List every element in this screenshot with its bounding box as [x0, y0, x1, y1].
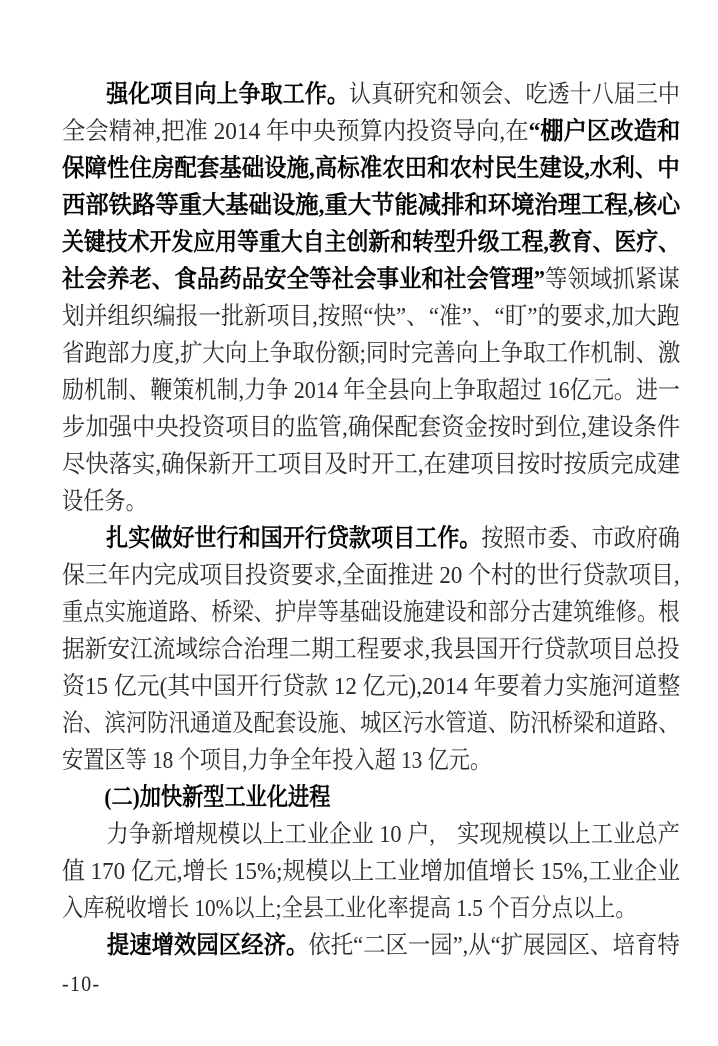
bold-text-segment: 扎实做好世行和国开行贷款项目工作。: [106, 525, 482, 552]
text-line: [62, 483, 147, 520]
text-segment: 划并组织编报一批新项目,按照“快”、“准”、“盯”的要求,加大跑: [62, 303, 680, 330]
text-line: [62, 631, 680, 668]
text-line: [62, 298, 680, 335]
text-row: [62, 446, 680, 483]
text-row: [62, 150, 680, 187]
bold-text-segment: 强化项目向上争取工作。: [106, 81, 349, 108]
bold-text-segment: 西部铁路等重大基础设施,重大节能减排和环境治理工程,核心: [62, 192, 681, 219]
text-row: [62, 76, 680, 113]
text-row: [62, 705, 680, 742]
text-row: [62, 853, 680, 890]
text-segment: 等领域抓紧谋: [544, 266, 680, 293]
text-segment: 按照市委、市政府确: [481, 525, 680, 552]
page-number: -10-: [62, 971, 101, 996]
text-segment: 重点实施道路、桥梁、护岸等基础设施建设和部分古建筑维修。根: [62, 599, 680, 626]
text-line: [62, 890, 637, 927]
text-row: [62, 409, 680, 446]
text-segment: 资15 亿元(其中国开行贷款 12 亿元),2014 年要着力实施河道整: [62, 673, 681, 700]
text-segment: 据新安江流域综合治理二期工程要求,我县国开行贷款项目总投: [62, 636, 680, 663]
text-segment: 治、滨河防汛通道及配套设施、城区污水管道、防汛桥梁和道路、: [62, 710, 680, 737]
text-segment: 依托“二区一园”,从“扩展园区、培育特: [308, 932, 680, 959]
text-segment: 步加强中央投资项目的监管,确保配套资金按时到位,建设条件: [62, 414, 681, 441]
bold-text-segment: “棚户区改造和: [528, 118, 681, 145]
text-line: [62, 594, 680, 631]
text-line: [62, 113, 680, 150]
bold-text-segment: 关键技术开发应用等重大自主创新和转型升级工程,教育、医疗、: [62, 229, 681, 256]
text-row: [62, 483, 680, 520]
text-segment: 尽快落实,确保新开工项目及时开工,在建项目按时按质完成建: [62, 451, 681, 478]
text-row: [62, 298, 680, 335]
text-row: [62, 557, 680, 594]
bold-text-segment: 提速增效园区经济。: [106, 932, 309, 959]
text-line: [62, 372, 680, 409]
text-line: [62, 520, 680, 557]
text-segment: 全会精神,把准 2014 年中央预算内投资导向,在: [62, 118, 529, 145]
text-row: [62, 668, 680, 705]
text-segment: 值 170 亿元,增长 15%;规模以上工业增加值增长 15%,工业企业: [62, 858, 681, 885]
text-line: [62, 816, 680, 853]
text-segment: 励机制、鞭策机制,力争 2014 年全县向上争取超过 16亿元。进一: [62, 377, 680, 404]
text-row: [62, 631, 680, 668]
text-line: [62, 927, 680, 964]
text-row: [62, 187, 680, 224]
text-line: [62, 335, 680, 372]
text-segment: 安置区等 18 个项目,力争全年投入超 13 亿元。: [62, 747, 492, 774]
text-line: [62, 261, 680, 298]
text-line: [62, 853, 680, 890]
text-line: [62, 705, 680, 742]
text-row: [62, 372, 680, 409]
text-row: [62, 335, 680, 372]
text-line: [62, 779, 330, 816]
text-row: [62, 520, 680, 557]
document-text-block: [62, 76, 680, 964]
text-segment: 认真研究和领会、吃透十八届三中: [348, 81, 680, 108]
text-row: [62, 594, 680, 631]
text-line: [62, 668, 680, 705]
text-segment: 设任务。: [62, 488, 147, 515]
text-row: [62, 113, 680, 150]
text-row: [62, 927, 680, 964]
text-row: [62, 890, 680, 927]
text-line: [62, 150, 680, 187]
text-row: [62, 816, 680, 853]
text-segment: 入库税收增长 10%以上;全县工业化率提高 1.5 个百分点以上。: [62, 895, 637, 922]
bold-text-segment: 社会养老、食品药品安全等社会事业和社会管理”: [62, 266, 545, 293]
bold-text-segment: 保障性住房配套基础设施,高标准农田和农村民生建设,水利、中: [62, 155, 680, 182]
text-segment: 保三年内完成项目投资要求,全面推进 20 个村的世行贷款项目,: [62, 562, 680, 589]
text-row: [62, 261, 680, 298]
text-row: [62, 742, 680, 779]
text-line: [62, 446, 680, 483]
bold-text-segment: (二)加快新型工业化进程: [104, 784, 331, 811]
text-line: [62, 224, 680, 261]
text-row: [62, 224, 680, 261]
text-row: [62, 779, 680, 816]
text-line: [62, 409, 680, 446]
text-line: [62, 742, 491, 779]
text-line: [62, 187, 680, 224]
text-segment: 力争新增规模以上工业企业 10 户, 实现规模以上工业总产: [106, 821, 680, 848]
text-line: [62, 76, 680, 113]
text-segment: 省跑部力度,扩大向上争取份额;同时完善向上争取工作机制、激: [62, 340, 681, 367]
text-line: [62, 557, 680, 594]
